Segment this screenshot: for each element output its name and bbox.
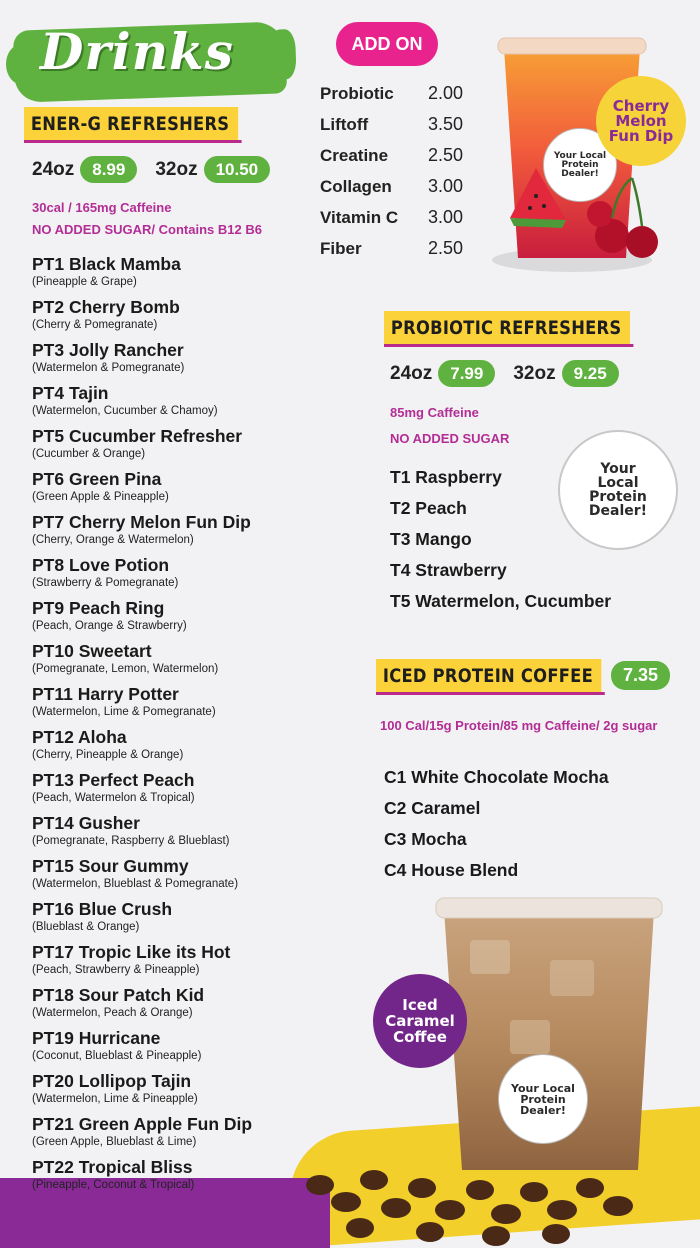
drink-name: PT8 Love Potion: [32, 555, 170, 575]
add-on-name: Fiber: [320, 238, 362, 258]
add-on-badge: ADD ON: [336, 22, 438, 66]
add-on-price: 2.50: [428, 145, 464, 165]
drink-flavors: (Watermelon, Peach & Orange): [32, 1007, 193, 1019]
add-on-item: [320, 171, 463, 202]
probiotic-item: T4 Strawberry: [390, 560, 507, 580]
drink-flavors: (Green Apple, Blueblast & Lime): [32, 1136, 197, 1148]
add-on-item: [320, 140, 463, 171]
price-pill-large: 10.50: [204, 156, 271, 183]
drink-name: PT22 Tropical Bliss: [32, 1157, 193, 1177]
add-on-name: Creatine: [320, 145, 389, 165]
drink-item: [32, 727, 332, 770]
probiotic-notes: [390, 400, 509, 452]
page-title: Drinks: [40, 22, 234, 81]
iced-caramel-label-sticker: Iced Caramel Coffee: [373, 974, 467, 1068]
drink-item: [32, 856, 332, 899]
iced-coffee-list: [384, 766, 609, 890]
drink-flavors: (Watermelon, Lime & Pomegranate): [32, 706, 216, 718]
add-on-item: [320, 233, 463, 264]
drink-name: PT14 Gusher: [32, 813, 140, 833]
drink-item: [32, 426, 332, 469]
price-pill-small: 8.99: [80, 156, 137, 183]
drink-item: [32, 254, 332, 297]
add-on-name: Probiotic: [320, 83, 394, 103]
drink-item: [32, 512, 332, 555]
coffee-item: C4 House Blend: [384, 860, 519, 880]
section-header-probiotic: PROBIOTIC REFRESHERS: [384, 311, 630, 344]
probiotic-note-1: 85mg Caffeine: [390, 405, 479, 420]
add-on-name: Collagen: [320, 176, 392, 196]
drink-name: PT3 Jolly Rancher: [32, 340, 184, 360]
iced-coffee-note: 100 Cal/15g Protein/85 mg Caffeine/ 2g sugar: [380, 718, 658, 733]
drink-name: PT16 Blue Crush: [32, 899, 173, 919]
probiotic-item: T3 Mango: [390, 529, 472, 549]
iced-caramel-coffee-image: [300, 880, 700, 1248]
size-label-large: 32oz: [155, 158, 198, 180]
drink-flavors: (Blueblast & Orange): [32, 921, 140, 933]
drink-flavors: (Cherry & Pomegranate): [32, 319, 158, 331]
probiotic-note-2: NO ADDED SUGAR: [390, 431, 510, 446]
drink-flavors: (Pineapple & Grape): [32, 276, 137, 288]
drink-item: [32, 469, 332, 512]
drink-name: PT11 Harry Potter: [32, 684, 179, 704]
drink-name: PT4 Tajin: [32, 383, 109, 403]
drink-flavors: (Pineapple, Coconut & Tropical): [32, 1179, 195, 1191]
drink-item: [32, 555, 332, 598]
drink-flavors: (Peach, Orange & Strawberry): [32, 620, 187, 632]
drink-item: [32, 985, 332, 1028]
drink-flavors: (Cherry, Pineapple & Orange): [32, 749, 184, 761]
ener-g-note-2: NO ADDED SUGAR/ Contains B12 B6: [32, 222, 262, 237]
ener-g-note-1: 30cal / 165mg Caffeine: [32, 200, 172, 215]
price-pill-large: 9.25: [562, 360, 619, 387]
drink-name: PT5 Cucumber Refresher: [32, 426, 243, 446]
add-on-name: Vitamin C: [320, 207, 399, 227]
add-on-price: 3.50: [428, 114, 464, 134]
ener-g-drink-list: [32, 254, 332, 1200]
ener-g-sizes: [32, 156, 270, 183]
add-on-item: [320, 78, 463, 109]
coffee-item: C2 Caramel: [384, 798, 481, 818]
drink-item: [32, 899, 332, 942]
cherry-melon-label-sticker: Cherry Melon Fun Dip: [596, 76, 686, 166]
drink-item: [32, 813, 332, 856]
size-label-large: 32oz: [513, 362, 556, 384]
drink-flavors: (Strawberry & Pomegranate): [32, 577, 179, 589]
drink-item: [32, 1071, 332, 1114]
drink-name: PT6 Green Pina: [32, 469, 162, 489]
probiotic-item: T5 Watermelon, Cucumber: [390, 591, 612, 611]
protein-dealer-stamp: Your Local Protein Dealer!: [558, 430, 678, 550]
drink-item: [32, 942, 332, 985]
drink-item: [32, 684, 332, 727]
drink-name: PT19 Hurricane: [32, 1028, 161, 1048]
add-on-price: 2.50: [428, 238, 464, 258]
drink-item: [32, 297, 332, 340]
drink-name: PT2 Cherry Bomb: [32, 297, 180, 317]
coffee-protein-dealer-sticker: Your Local Protein Dealer!: [498, 1054, 588, 1144]
drink-item: [32, 1028, 332, 1071]
drink-flavors: (Pomegranate, Lemon, Watermelon): [32, 663, 219, 675]
drink-name: PT21 Green Apple Fun Dip: [32, 1114, 253, 1134]
drink-name: PT18 Sour Patch Kid: [32, 985, 205, 1005]
probiotic-item: T2 Peach: [390, 498, 467, 518]
drink-item: [32, 598, 332, 641]
drink-item: [32, 770, 332, 813]
drink-flavors: (Peach, Strawberry & Pineapple): [32, 964, 200, 976]
ener-g-notes: [32, 197, 262, 241]
drink-name: PT15 Sour Gummy: [32, 856, 189, 876]
probiotic-sizes: [390, 360, 619, 387]
drink-flavors: (Cherry, Orange & Watermelon): [32, 534, 194, 546]
drink-name: PT9 Peach Ring: [32, 598, 165, 618]
iced-coffee-price-pill: 7.35: [611, 661, 670, 690]
section-header-iced-coffee: ICED PROTEIN COFFEE: [376, 659, 602, 692]
add-on-item: [320, 109, 463, 140]
price-pill-small: 7.99: [438, 360, 495, 387]
add-on-price: 3.00: [428, 176, 464, 196]
drink-item: [32, 383, 332, 426]
add-on-price: 3.00: [428, 207, 464, 227]
coffee-item: C1 White Chocolate Mocha: [384, 767, 609, 787]
drink-flavors: (Cucumber & Orange): [32, 448, 146, 460]
coffee-item: C3 Mocha: [384, 829, 467, 849]
drink-item: [32, 1114, 332, 1157]
drink-name: PT10 Sweetart: [32, 641, 152, 661]
probiotic-item: T1 Raspberry: [390, 467, 502, 487]
drink-name: PT1 Black Mamba: [32, 254, 181, 274]
drink-name: PT7 Cherry Melon Fun Dip: [32, 512, 251, 532]
add-on-name: Liftoff: [320, 114, 369, 134]
size-label-small: 24oz: [32, 158, 75, 180]
drink-flavors: (Watermelon, Cucumber & Chamoy): [32, 405, 218, 417]
drink-flavors: (Green Apple & Pineapple): [32, 491, 169, 503]
drink-flavors: (Coconut, Blueblast & Pineapple): [32, 1050, 202, 1062]
size-label-small: 24oz: [390, 362, 433, 384]
drink-item: [32, 641, 332, 684]
add-on-price: 2.00: [428, 83, 464, 103]
section-header-ener-g: ENER-G REFRESHERS: [24, 107, 238, 140]
drink-flavors: (Peach, Watermelon & Tropical): [32, 792, 195, 804]
drink-item: [32, 1157, 332, 1200]
drink-flavors: (Watermelon, Blueblast & Pomegranate): [32, 878, 239, 890]
drink-name: PT12 Aloha: [32, 727, 127, 747]
drink-item: [32, 340, 332, 383]
drink-flavors: (Watermelon, Lime & Pineapple): [32, 1093, 198, 1105]
protein-dealer-sticker: Your Local Protein Dealer!: [543, 128, 617, 202]
drink-name: PT13 Perfect Peach: [32, 770, 195, 790]
drink-flavors: (Watermelon & Pomegranate): [32, 362, 185, 374]
add-on-list: [320, 78, 463, 264]
drink-name: PT17 Tropic Like its Hot: [32, 942, 231, 962]
add-on-item: [320, 202, 463, 233]
drink-flavors: (Pomegranate, Raspberry & Blueblast): [32, 835, 230, 847]
drink-name: PT20 Lollipop Tajin: [32, 1071, 192, 1091]
